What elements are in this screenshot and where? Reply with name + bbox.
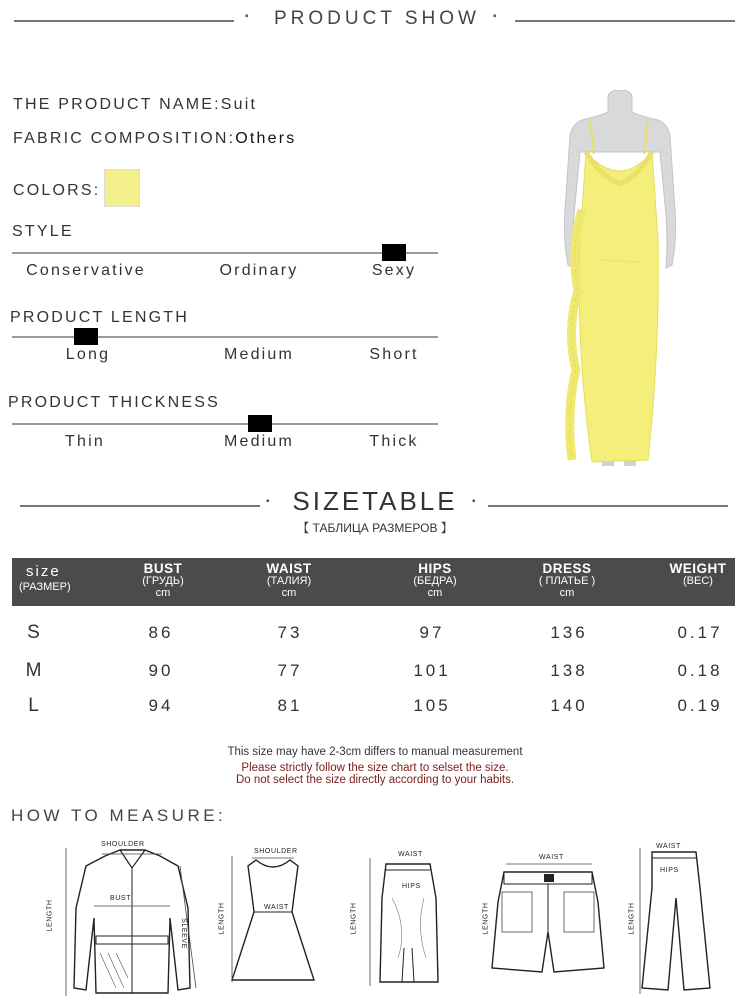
- style-scale-line: [12, 252, 438, 254]
- length-option-long: Long: [65, 346, 111, 363]
- skirt-hips-label: HIPS: [402, 883, 421, 890]
- style-marker: [382, 244, 406, 261]
- header-divider-left: [14, 20, 234, 22]
- size-table-header: [12, 558, 735, 606]
- style-option-conservative: Conservative: [26, 262, 146, 279]
- size-s: S: [27, 622, 43, 643]
- fabric-row: [13, 130, 296, 148]
- thickness-option-thin: Thin: [65, 433, 105, 450]
- product-name-label: THE PRODUCT NAME:: [13, 96, 221, 113]
- jacket-sleeve-label: SLEEVE: [179, 918, 187, 949]
- shorts-icon: [488, 862, 608, 980]
- header-dot-right: ▪: [493, 11, 497, 22]
- product-photo[interactable]: [520, 90, 720, 470]
- thickness-option-medium: Medium: [223, 433, 295, 450]
- header-divider-right: [515, 20, 735, 22]
- jacket-length-label: LENGTH: [46, 899, 54, 932]
- dress-cell: 136: [550, 623, 588, 642]
- pants-hips-label: HIPS: [660, 867, 679, 874]
- thickness-title: PRODUCT THICKNESS: [8, 394, 220, 411]
- weight-cell: 0.19: [677, 696, 723, 715]
- header-size: size (РАЗМЕР): [19, 563, 71, 593]
- bust-cell: 90: [148, 661, 174, 680]
- fabric-value: Others: [235, 130, 297, 147]
- dress-icon: [228, 856, 318, 986]
- sizetable-dot-right: ▪: [472, 496, 476, 507]
- dress-waist-label: WAIST: [264, 904, 289, 911]
- skirt-length-label: LENGTH: [350, 902, 358, 935]
- measurement-note: This size may have 2-3cm differs to manual measurement: [227, 746, 523, 758]
- style-option-ordinary: Ordinary: [219, 262, 299, 279]
- page-title: PRODUCT SHOW: [274, 8, 480, 29]
- thickness-scale-line: [12, 423, 438, 425]
- pants-length-label: LENGTH: [628, 902, 636, 935]
- bust-cell: 94: [148, 696, 174, 715]
- fabric-label: FABRIC COMPOSITION:: [13, 130, 236, 147]
- color-swatch-yellow[interactable]: [104, 169, 140, 207]
- length-option-medium: Medium: [223, 346, 295, 363]
- style-option-sexy: Sexy: [371, 262, 417, 279]
- header-dress: DRESS ( ПЛАТЬЕ ) cm: [538, 561, 596, 599]
- shorts-waist-label: WAIST: [539, 854, 564, 861]
- dress-length-label: LENGTH: [218, 902, 226, 935]
- thickness-option-thick: Thick: [369, 433, 419, 450]
- product-name-value: Suit: [220, 96, 258, 113]
- bust-cell: 86: [148, 623, 174, 642]
- size-m: M: [25, 660, 45, 681]
- dress-cell: 138: [550, 661, 588, 680]
- length-title: PRODUCT LENGTH: [10, 309, 189, 326]
- sizetable-title: SIZETABLE: [292, 486, 458, 516]
- hips-cell: 97: [419, 623, 445, 642]
- length-marker: [74, 328, 98, 345]
- jacket-shoulder-label: SHOULDER: [101, 841, 145, 848]
- header-hips: HIPS (БЕДРА) cm: [413, 561, 457, 599]
- waist-cell: 77: [277, 661, 303, 680]
- product-name-row: [13, 96, 257, 114]
- waist-cell: 73: [277, 623, 303, 642]
- size-warning-1: Please strictly follow the size chart to selset the size.: [241, 762, 509, 774]
- header-waist: WAIST (ТАЛИЯ) cm: [266, 561, 312, 599]
- size-warning-2: Do not select the size directly according to your habits.: [235, 774, 515, 786]
- how-to-measure-title: HOW TO MEASURE:: [11, 806, 227, 825]
- header-dot-left: ▪: [245, 11, 249, 22]
- header-bust: BUST (ГРУДЬ) cm: [142, 561, 184, 599]
- thickness-marker: [248, 415, 272, 432]
- jacket-bust-label: BUST: [110, 895, 132, 902]
- size-l: L: [28, 695, 42, 716]
- dress-shoulder-label: SHOULDER: [254, 848, 298, 855]
- sizetable-subtitle: 【 ТАБЛИЦА РАЗМЕРОВ 】: [297, 521, 453, 535]
- length-option-short: Short: [369, 346, 419, 363]
- dress-cell: 140: [550, 696, 588, 715]
- sizetable-dot-left: ▪: [266, 496, 270, 507]
- hips-cell: 101: [413, 661, 451, 680]
- waist-cell: 81: [277, 696, 303, 715]
- colors-label: COLORS:: [13, 182, 101, 199]
- hips-cell: 105: [413, 696, 451, 715]
- skirt-icon: [368, 858, 458, 988]
- weight-cell: 0.18: [677, 661, 723, 680]
- shorts-length-label: LENGTH: [482, 902, 490, 935]
- weight-cell: 0.17: [677, 623, 723, 642]
- skirt-waist-label: WAIST: [398, 851, 423, 858]
- pants-waist-label: WAIST: [656, 843, 681, 850]
- header-weight: WEIGHT (ВЕС): [669, 561, 727, 588]
- style-title: STYLE: [12, 223, 74, 240]
